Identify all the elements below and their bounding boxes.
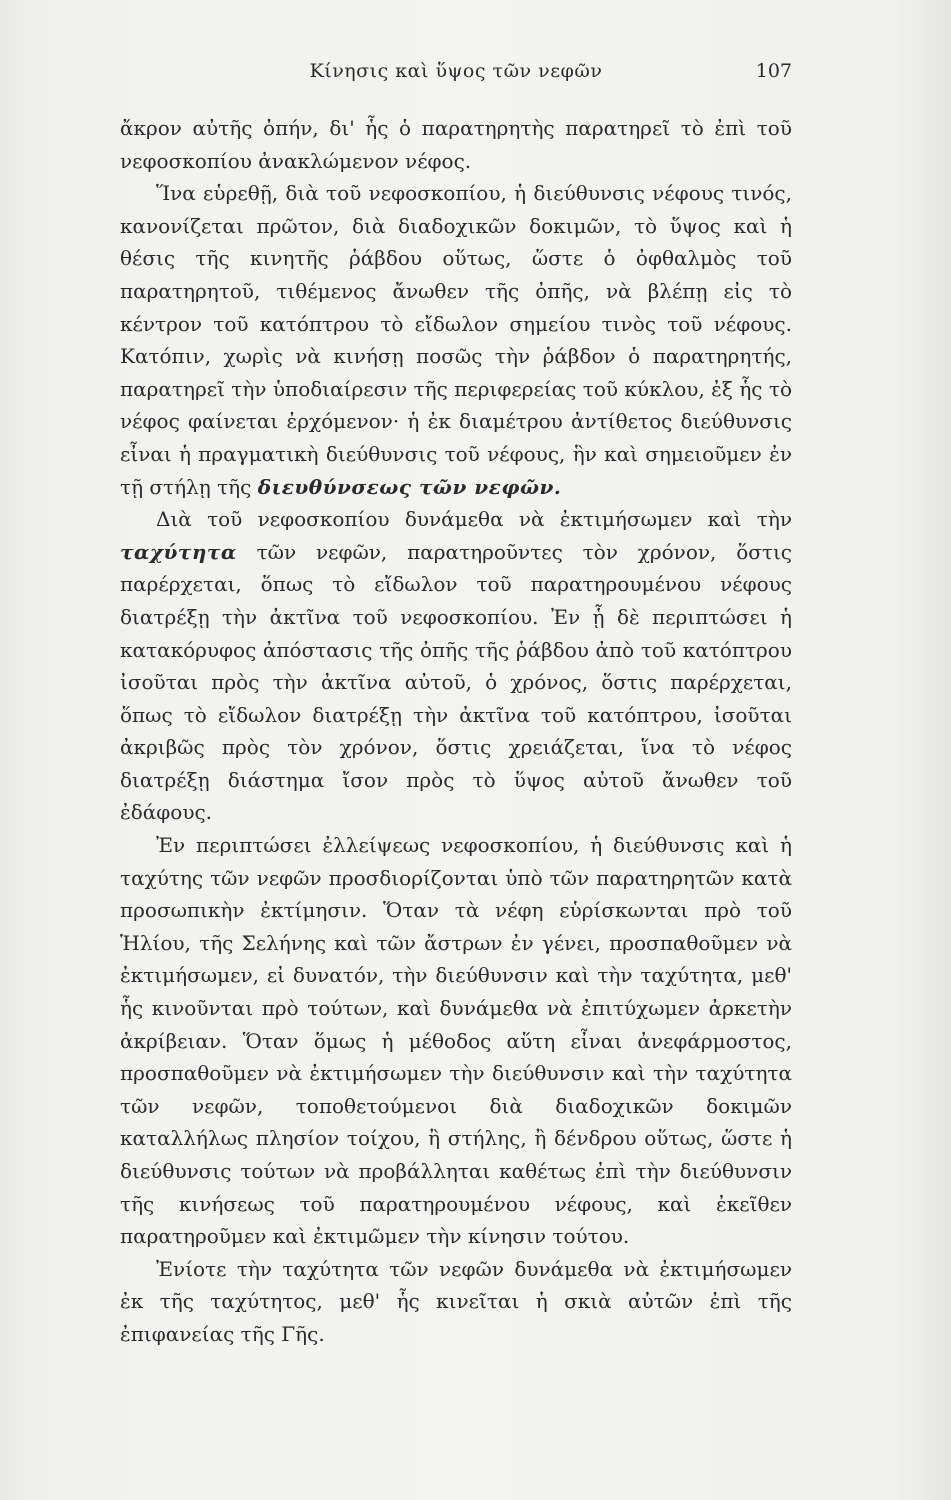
paragraph-direction <box>120 177 792 503</box>
paragraph-speed <box>120 503 792 829</box>
emphasis-speed: ταχύτητα <box>120 539 237 564</box>
emphasis-direction: διευθύνσεως τῶν νεφῶν. <box>257 474 562 499</box>
paragraph-text: Ἵνα εὑρεθῇ, διὰ τοῦ νεφοσκοπίου, ἡ διεύθυνσις νέφους τινός, κανονίζεται πρῶτον, διὰ διαδοχικῶν δοκιμῶν, τὸ ὕψος καὶ ἡ θέσις τῆς κινητῆς ῥάβδου οὕτως, ὥστε ὁ ὀφθαλμὸς τοῦ παρατηρητοῦ, τιθέμενος ἄνωθεν τῆς ὀπῆς, νὰ βλέπῃ εἰς τὸ κέντρον τοῦ κατόπτρου τὸ εἴδωλον σημείου τινὸς τοῦ νέφους. Κατόπιν, χωρὶς νὰ κινήσῃ ποσῶς τὴν ῥάβδον ὁ παρατηρητής, παρατηρεῖ τὴν ὑποδιαίρεσιν τῆς περιφερείας τοῦ κύκλου, ἐξ ἧς τὸ νέφος φαίνεται ἐρχόμενον· ἡ ἐκ διαμέτρου ἀντίθετος διεύθυνσις εἶναι ἡ πραγματικὴ διεύθυνσις τοῦ νέφους, ἣν καὶ σημειοῦμεν ἐν τῇ στήλῃ τῆς <box>120 181 792 499</box>
paragraph-text: τῶν νεφῶν, παρατηροῦντες τὸν χρόνον, ὅστις παρέρχεται, ὅπως τὸ εἴδωλον τοῦ παρατηρουμένου νέφους διατρέξῃ τὴν ἀκτῖνα τοῦ νεφοσκοπίου. Ἐν ᾗ δὲ περιπτώσει ἡ κατακόρυφος ἀπόστασις τῆς ὀπῆς τῆς ῥάβδου ἀπὸ τοῦ κατόπτρου ἰσοῦται πρὸς τὴν ἀκτῖνα αὐτοῦ, ὁ χρόνος, ὅστις παρέρχεται, ὅπως τὸ εἴδωλον διατρέξῃ τὴν ἀκτῖνα τοῦ κατόπτρου, ἰσοῦται ἀκριβῶς πρὸς τὸν χρόνον, ὅστις χρειάζεται, ἵνα τὸ νέφος διατρέξῃ διάστημα ἴσον πρὸς τὸ ὕψος αὐτοῦ ἄνωθεν τοῦ ἐδάφους. <box>120 539 793 825</box>
paragraph-text: Διὰ τοῦ νεφοσκοπίου δυνάμεθα νὰ ἐκτιμήσωμεν καὶ τὴν <box>156 507 792 532</box>
running-title: Κίνησις καὶ ὕψος τῶν νεφῶν <box>309 60 603 82</box>
paragraph-shadow: Ἐνίοτε τὴν ταχύτητα τῶν νεφῶν δυνάμεθα νὰ ἐκτιμήσωμεν ἐκ τῆς ταχύτητος, μεθ' ἧς κινεῖται ἡ σκιὰ αὐτῶν ἐπὶ τῆς ἐπιφανείας τῆς Γῆς. <box>120 1256 792 1346</box>
page-header <box>120 60 792 94</box>
paragraph-continuation: ἄκρον αὐτῆς ὀπήν, δι' ἧς ὁ παρατηρητὴς παρατηρεῖ τὸ ἐπὶ τοῦ νεφοσκοπίου ἀνακλώμενον νέφος. <box>120 116 792 173</box>
page-number: 107 <box>755 60 792 82</box>
paragraph-estimation: Ἐν περιπτώσει ἐλλείψεως νεφοσκοπίου, ἡ διεύθυνσις καὶ ἡ ταχύτης τῶν νεφῶν προσδιορίζονται ὑπὸ τῶν παρατηρητῶν κατὰ προσωπικὴν ἐκτίμησιν. Ὅταν τὰ νέφη εὑρίσκωνται πρὸ τοῦ Ἡλίου, τῆς Σελήνης καὶ τῶν ἄστρων ἐν γένει, προσπαθοῦμεν νὰ ἐκτιμήσωμεν, εἰ δυνατόν, τὴν διεύθυνσιν καὶ τὴν ταχύτητα, μεθ' ἧς κινοῦνται πρὸ τούτων, καὶ δυνάμεθα νὰ ἐπιτύχωμεν ἀρκετὴν ἀκρίβειαν. Ὅταν ὅμως ἡ μέθοδος αὕτη εἶναι ἀνεφάρμοστος, προσπαθοῦμεν νὰ ἐκτιμήσωμεν τὴν διεύθυνσιν καὶ τὴν ταχύτητα τῶν νεφῶν, τοποθετούμενοι διὰ διαδοχικῶν δοκιμῶν καταλλήλως πλησίον τοίχου, ἢ στήλης, ἢ δένδρου οὕτως, ὥστε ἡ διεύθυνσις τούτων νὰ προβάλληται καθέτως ἐπὶ τὴν διεύθυνσιν τῆς κινήσεως τοῦ παρατηρουμένου νέφους, καὶ ἐκεῖθεν παρατηροῦμεν καὶ ἐκτιμῶμεν τὴν κίνησιν τούτου. <box>120 833 792 1249</box>
body-text <box>120 112 792 1351</box>
